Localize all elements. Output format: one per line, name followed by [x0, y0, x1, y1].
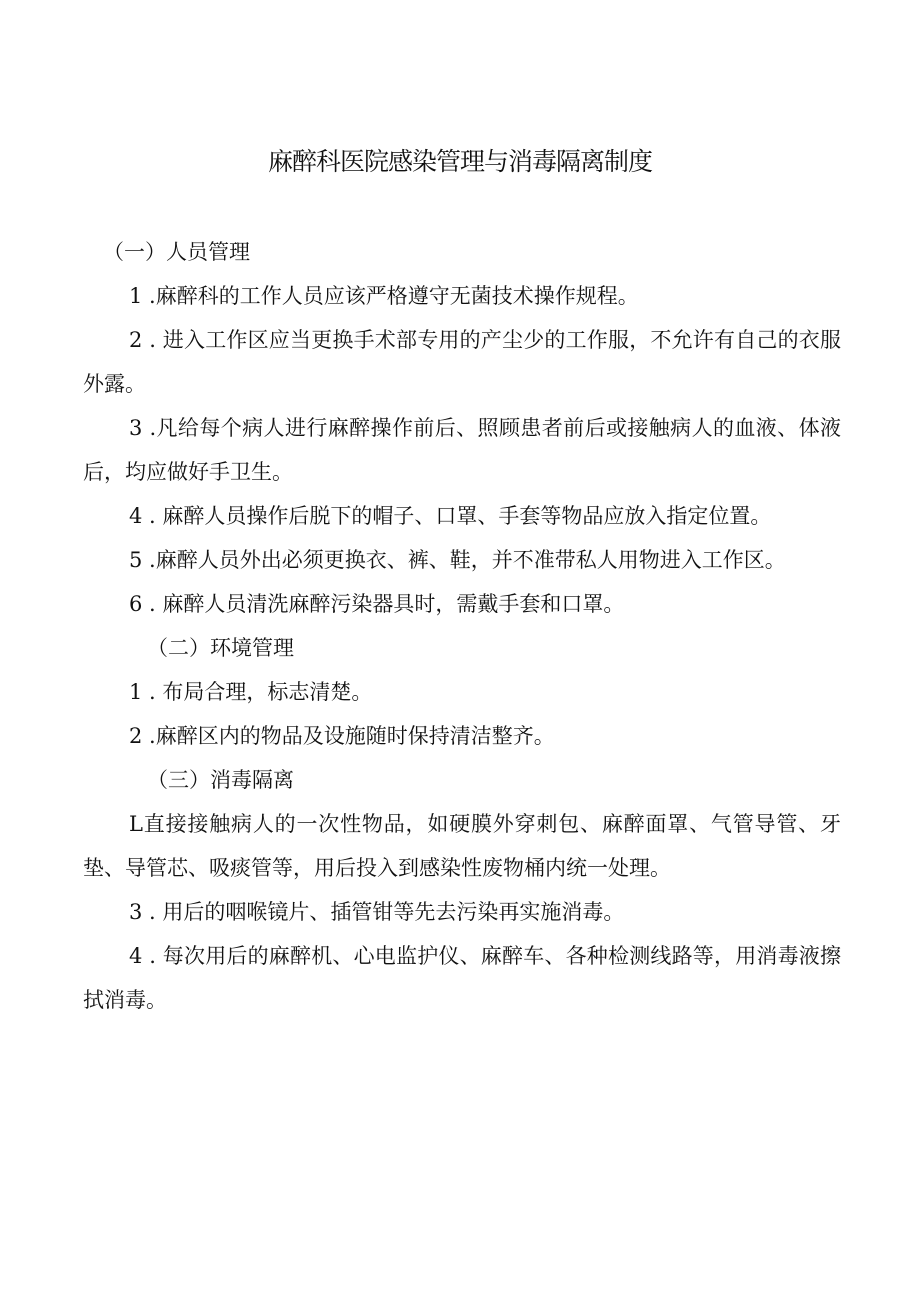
- list-item: 2 .麻醉区内的物品及设施随时保持清洁整齐。: [129, 724, 555, 748]
- list-item: 6 . 麻醉人员清洗麻醉污染器具时，需戴手套和口罩。: [129, 592, 625, 616]
- list-item: 3 .凡给每个病人进行麻醉操作前后、照顾患者前后或接触病人的血液、体液后，均应做好手卫生。: [83, 416, 841, 484]
- list-item: 3 . 用后的咽喉镜片、插管钳等先去污染再实施消毒。: [129, 900, 625, 924]
- list-item: 1 . 布局合理，标志清楚。: [129, 680, 373, 704]
- document-title: 麻醉科医院感染管理与消毒隔离制度: [267, 147, 652, 176]
- section-heading-personnel: （一）人员管理: [103, 240, 250, 264]
- section-heading-disinfection: （三）消毒隔离: [147, 768, 294, 792]
- list-item: 4 . 麻醉人员操作后脱下的帽子、口罩、手套等物品应放入指定位置。: [129, 504, 772, 528]
- list-item: 2 . 进入工作区应当更换手术部专用的产尘少的工作服，不允许有自己的衣服外露。: [83, 328, 841, 396]
- list-item: 5 .麻醉人员外出必须更换衣、裤、鞋，并不准带私人用物进入工作区。: [129, 548, 786, 572]
- list-item: 4 . 每次用后的麻醉机、心电监护仪、麻醉车、各种检测线路等，用消毒液擦拭消毒。: [83, 944, 841, 1012]
- document-body: [83, 230, 841, 1022]
- list-item: 1 .麻醉科的工作人员应该严格遵守无菌技术操作规程。: [129, 284, 639, 308]
- list-item: L直接接触病人的一次性物品，如硬膜外穿刺包、麻醉面罩、气管导管、牙垫、导管芯、吸痰管等，用后投入到感染性废物桶内统一处理。: [83, 812, 841, 880]
- section-heading-environment: （二）环境管理: [147, 636, 294, 660]
